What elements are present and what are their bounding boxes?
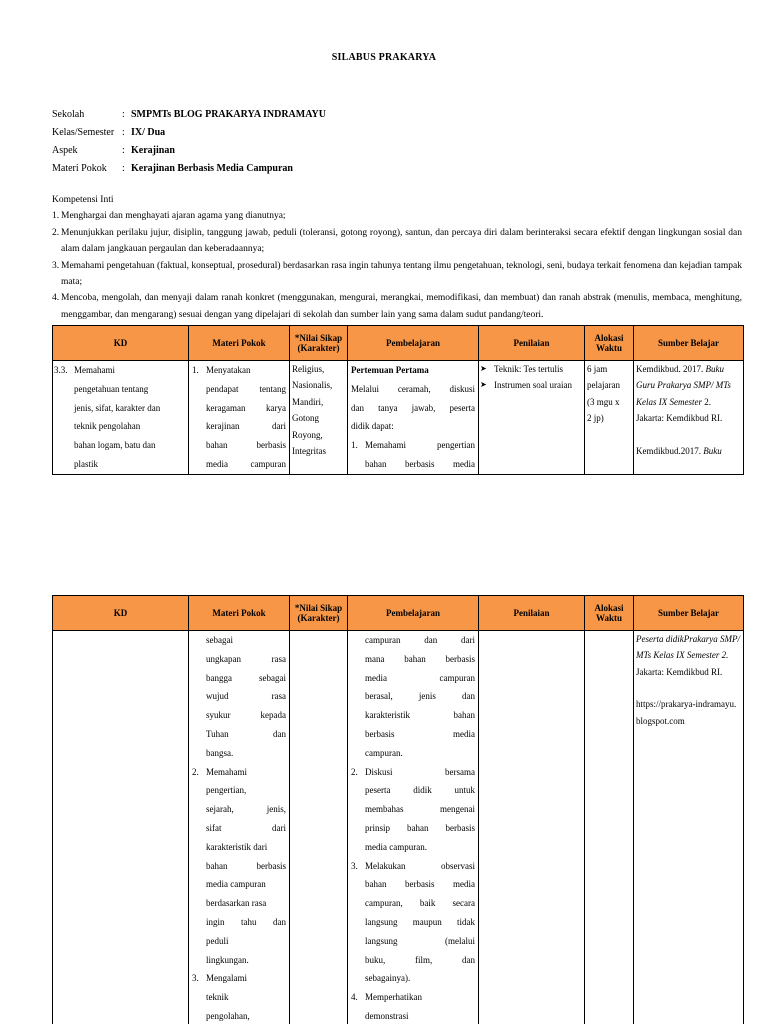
pemb-line: buku, film, dan <box>365 954 475 965</box>
cell-kd <box>53 361 189 475</box>
table-header-row <box>53 326 744 361</box>
arrow-bullet-icon: ➤ <box>480 364 487 373</box>
pemb-line: campuran, baik secara <box>365 898 475 909</box>
cell-alokasi <box>585 361 634 475</box>
kd-line: bahan logam, batu dan <box>74 440 156 451</box>
source-italic: Peserta didikPrakarya SMP/ MTs Kelas IX Semester 2. <box>636 634 740 661</box>
pemb-line: campuran. <box>365 747 403 758</box>
pemb-line: media campuran. <box>365 841 427 852</box>
cell-sumber <box>634 361 744 475</box>
info-value: Kerajinan <box>131 145 175 156</box>
materi-line: Mengalami <box>206 973 247 984</box>
competency-item: 2. Menunjukkan perilaku jujur, disiplin, tanggung jawab, peduli (toleransi, gotong royong), santun, dan percaya diri dalam berinteraksi secara efektif dengan lingkungan sosial dan alam dalam jangkauan pergaulan dan keberadaannya; <box>52 225 742 258</box>
pemb-line: dan tanya jawab, peserta <box>351 402 475 413</box>
list-number: 1. <box>192 365 199 375</box>
school-info <box>52 106 326 178</box>
materi-line: kerajinan dari <box>206 421 286 432</box>
materi-line: lingkungan. <box>206 954 249 965</box>
assessment-text: Teknik: Tes tertulis <box>494 364 564 374</box>
core-competencies-title: Kompetensi Inti <box>52 195 114 205</box>
materi-line: keragaman karya <box>206 402 286 413</box>
table-row <box>53 361 744 475</box>
source-entry <box>636 631 740 680</box>
kd-line: jenis, sifat, karakter dan <box>74 402 161 413</box>
info-row-class <box>52 124 326 142</box>
materi-line: media campuran <box>206 458 286 469</box>
info-row-school <box>52 106 326 124</box>
cell-materi <box>189 631 290 1024</box>
cell-materi <box>189 361 290 475</box>
competency-text: Memahami pengetahuan (faktual, konseptual, prosedural) berdasarkan rasa ingin tahunya tentang ilmu pengetahuan, teknologi, seni, budaya terkait fenomena dan kejadian tampak mata; <box>61 260 742 288</box>
cell-pembelajaran <box>348 361 479 475</box>
alokasi-line: 6 jam <box>587 364 608 374</box>
cell-nilai <box>290 361 348 475</box>
source-entry <box>636 443 740 459</box>
pemb-line: Memahami pengertian <box>365 440 475 451</box>
competency-item: 1. Menghargai dan menghayati ajaran agama yang dianutnya; <box>52 208 742 224</box>
list-number: 4. <box>351 992 358 1003</box>
info-label: Materi Pokok <box>52 163 107 174</box>
materi-line: bangga sebagai <box>206 672 286 683</box>
nilai-line: Religius, <box>292 364 325 374</box>
arrow-bullet-icon: ➤ <box>480 380 487 390</box>
pemb-line: Memperhatikan <box>365 992 422 1003</box>
list-number: 3. <box>351 860 358 871</box>
materi-line: pengertian, <box>206 785 247 796</box>
cell-sumber <box>634 631 744 1024</box>
pemb-line: prinsip bahan berbasis <box>365 822 475 833</box>
alokasi-line: (3 mgu x <box>587 396 620 407</box>
info-colon: : <box>122 127 125 138</box>
source-url: https://prakarya-indramayu.blogspot.com <box>636 699 737 726</box>
materi-line: bahan berbasis <box>206 860 286 871</box>
header-sumber: Sumber Belajar <box>634 596 744 631</box>
kd-line: pengetahuan tentang <box>74 383 149 394</box>
header-materi: Materi Pokok <box>189 596 290 631</box>
source-entry <box>636 361 740 427</box>
info-value: IX/ Dua <box>131 127 166 138</box>
materi-line: berdasarkan rasa <box>206 898 267 909</box>
document-title: SILABUS PRAKARYA <box>331 52 437 63</box>
header-materi: Materi Pokok <box>189 326 290 361</box>
header-alokasi: Alokasi Waktu <box>585 326 634 361</box>
syllabus-table-continued <box>52 595 744 1024</box>
syllabus-table <box>52 325 744 475</box>
materi-line: sebagai <box>206 635 233 645</box>
competency-item: 3. Memahami pengetahuan (faktual, konseptual, prosedural) berdasarkan rasa ingin tahunya tentang ilmu pengetahuan, teknologi, seni, budaya terkait fenomena dan kejadian tampak mata; <box>52 258 742 291</box>
header-pembelajaran: Pembelajaran <box>348 596 479 631</box>
materi-line: Tuhan dan <box>206 728 286 739</box>
pemb-line: langsung (melalui <box>365 935 475 946</box>
pemb-line: berbasis media <box>365 728 475 739</box>
assessment-item <box>480 361 581 377</box>
table-row <box>53 631 744 1024</box>
materi-line: ingin tahu dan <box>206 916 286 927</box>
table-header-row <box>53 596 744 631</box>
materi-line: karakteristik dari <box>206 841 268 852</box>
pemb-line: peserta didik untuk <box>365 785 475 796</box>
materi-line: pengolahan, <box>206 1010 250 1021</box>
list-number: 3. <box>192 973 199 984</box>
materi-line: peduli <box>206 935 229 946</box>
pemb-line: Diskusi bersama <box>365 766 475 777</box>
list-number: 2. <box>192 766 199 777</box>
cell-penilaian <box>479 631 585 1024</box>
source-text: Kemdikbud.2017. <box>636 445 701 456</box>
header-nilai: *Nilai Sikap (Karakter) <box>290 596 348 631</box>
info-value: Kerajinan Berbasis Media Campuran <box>131 163 293 174</box>
list-number: 2. <box>351 766 358 777</box>
pemb-line: mana bahan berbasis <box>365 653 475 664</box>
nilai-line: Royong, <box>292 429 323 440</box>
source-text: 2. Jakarta: Kemdikbud RI. <box>636 396 723 424</box>
source-text: Kemdikbud. 2017. <box>636 364 704 374</box>
materi-line: ungkapan rasa <box>206 653 286 664</box>
materi-line: pendapat tentang <box>206 383 286 394</box>
materi-line: bahan berbasis <box>206 440 286 451</box>
pemb-line: media campuran <box>365 672 475 683</box>
pemb-line: bahan berbasis media <box>365 458 475 469</box>
materi-line: wujud rasa <box>206 691 286 702</box>
pemb-line: Melakukan observasi <box>365 860 475 871</box>
info-colon: : <box>122 145 125 156</box>
pemb-line: Melalui ceramah, diskusi <box>351 383 475 394</box>
cell-alokasi <box>585 631 634 1024</box>
pemb-line: berasal, jenis dan <box>365 691 475 702</box>
pemb-line: demonstrasi <box>365 1010 409 1021</box>
kd-number: 3.3. <box>54 365 68 375</box>
pemb-line: langsung maupun tidak <box>365 916 475 927</box>
list-number: 1. <box>351 440 358 451</box>
core-competencies <box>52 192 742 323</box>
header-kd: KD <box>53 326 189 361</box>
materi-line: media campuran <box>206 879 266 890</box>
info-label: Aspek <box>52 145 78 156</box>
assessment-text: Instrumen soal uraian <box>494 380 572 391</box>
kd-line: Memahami <box>74 365 115 375</box>
pemb-line: campuran dan dari <box>365 635 475 645</box>
alokasi-line: pelajaran <box>587 380 620 391</box>
materi-line: Menyatakan <box>206 365 251 375</box>
materi-line: sifat dari <box>206 822 286 833</box>
header-penilaian: Penilaian <box>479 596 585 631</box>
info-colon: : <box>122 109 125 120</box>
header-nilai: *Nilai Sikap (Karakter) <box>290 326 348 361</box>
pemb-line: karakteristik bahan <box>365 710 475 721</box>
header-penilaian: Penilaian <box>479 326 585 361</box>
pemb-line: bahan berbasis media <box>365 879 475 890</box>
nilai-line: Mandiri, <box>292 396 324 407</box>
source-italic: Buku Guru Prakarya SMP/ MTs Kelas IX Semester <box>636 364 731 407</box>
nilai-line: Gotong <box>292 413 319 424</box>
competency-text: Mencoba, mengolah, dan menyaji dalam ranah konkret (menggunakan, mengurai, merangkai, memodifikasi, dan membuat) dan ranah abstrak (menulis, membaca, menghitung, menggambar, dan mengarang) sesuai dengan yang dipelajari di sekolah dan sumber lain yang sama dalam sudut pandang/teori. <box>61 293 742 320</box>
cell-kd <box>53 631 189 1024</box>
assessment-item <box>480 377 581 393</box>
competency-text: Menunjukkan perilaku jujur, disiplin, tanggung jawab, peduli (toleransi, gotong royong), santun, dan percaya diri dalam berinteraksi secara efektif dengan lingkungan sosial dan alam dalam jangkauan pergaulan dan keberadaannya; <box>61 227 742 255</box>
alokasi-line: 2 jp) <box>587 413 604 424</box>
nilai-line: Nasionalis, <box>292 380 333 391</box>
kd-line: teknik pengolahan <box>74 421 141 432</box>
cell-pembelajaran <box>348 631 479 1024</box>
info-row-aspect <box>52 142 326 160</box>
source-text: Jakarta: Kemdikbud RI. <box>636 666 723 677</box>
materi-line: teknik <box>206 992 229 1003</box>
pemb-line: membahas mengenai <box>365 804 475 815</box>
materi-line: Memahami <box>206 766 247 777</box>
cell-penilaian <box>479 361 585 475</box>
pemb-line: sebagainya). <box>365 973 411 984</box>
competency-text: Menghargai dan menghayati ajaran agama yang dianutnya; <box>61 211 286 222</box>
materi-line: syukur kepada <box>206 710 286 721</box>
info-label: Kelas/Semester <box>52 127 115 138</box>
cell-nilai <box>290 631 348 1024</box>
header-sumber: Sumber Belajar <box>634 326 744 361</box>
info-colon: : <box>122 163 125 174</box>
nilai-line: Integritas <box>292 446 326 457</box>
info-label: Sekolah <box>52 109 85 120</box>
meeting-title: Pertemuan Pertama <box>351 365 429 375</box>
materi-line: bangsa. <box>206 747 234 758</box>
kd-line: plastik <box>74 458 98 469</box>
pemb-line: didik dapat: <box>351 421 394 432</box>
header-kd: KD <box>53 596 189 631</box>
info-row-topic <box>52 160 326 178</box>
source-italic: Buku <box>703 445 722 456</box>
header-pembelajaran: Pembelajaran <box>348 326 479 361</box>
competency-item: 4. Mencoba, mengolah, dan menyaji dalam ranah konkret (menggunakan, mengurai, merangkai, memodifikasi, dan membuat) dan ranah abstrak (menulis, membaca, menghitung, menggambar, dan mengarang) sesuai dengan yang dipelajari di sekolah dan sumber lain yang sama dalam sudut pandang/teori. <box>52 290 742 323</box>
header-alokasi: Alokasi Waktu <box>585 596 634 631</box>
info-value: SMPMTs BLOG PRAKARYA INDRAMAYU <box>131 109 326 120</box>
materi-line: sejarah, jenis, <box>206 804 286 815</box>
